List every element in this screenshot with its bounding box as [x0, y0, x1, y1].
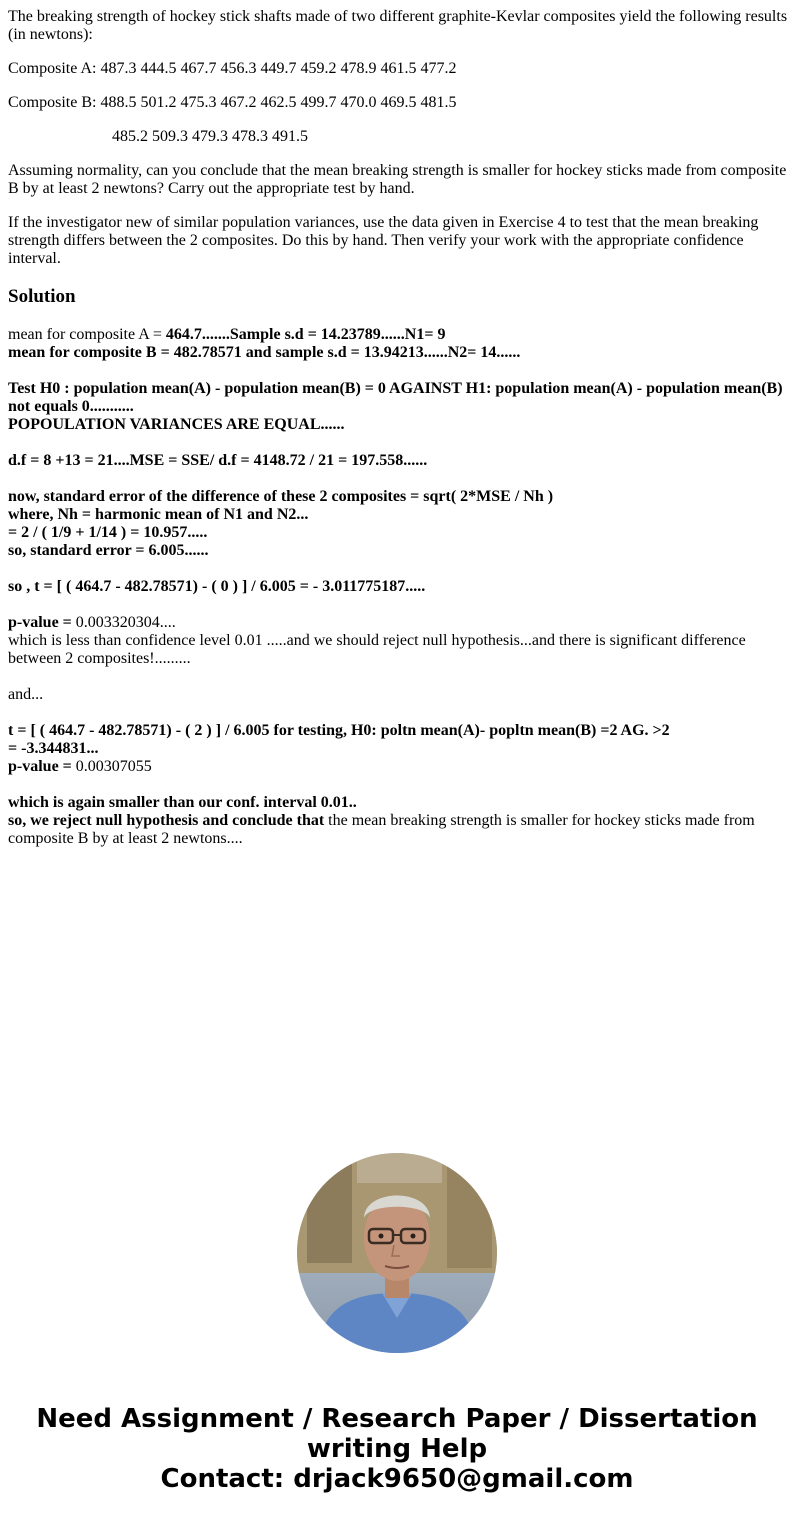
conclusion-bold: so, we reject null hypothesis and conclude that	[8, 812, 325, 829]
composite-b-data-continued: 485.2 509.3 479.3 478.3 491.5	[112, 128, 308, 145]
banner-line: writing Help	[306, 1434, 488, 1464]
p-value-label: p-value =	[8, 758, 76, 775]
question-intro: The breaking strength of hockey stick shafts made of two different graphite-Kevlar composites yield the following results (in newtons):	[8, 8, 788, 43]
solution-text-bold: 464.7.......Sample s.d = 14.23789......N1= 9	[165, 326, 446, 343]
banner-line: Need Assignment / Research Paper / Dissertation	[36, 1404, 758, 1434]
solution-line: which is again smaller than our conf. interval 0.01..	[8, 794, 357, 811]
solution-line: now, standard error of the difference of these 2 composites = sqrt( 2*MSE / Nh )	[8, 488, 554, 505]
solution-line: so , t = [ ( 464.7 - 482.78571) - ( 0 ) ] / 6.005 = - 3.011775187.....	[8, 578, 426, 595]
document-body	[8, 8, 788, 848]
solution-line: Test H0 : population mean(A) - population mean(B) = 0 AGAINST H1: population mean(A) - population mean(B) not equals 0...........	[8, 380, 783, 415]
p-value-line	[8, 758, 788, 776]
solution-line: mean for composite B = 482.78571 and sample s.d = 13.94213......N2= 14......	[8, 344, 521, 361]
conclusion-text: the mean breaking strength is smaller for hockey sticks made from composite B by at least 2 newtons....	[8, 812, 755, 847]
person-portrait-icon	[297, 1153, 497, 1353]
p-value-line	[8, 614, 788, 632]
contact-email: Contact: drjack9650@gmail.com	[160, 1464, 634, 1494]
question-part-2: If the investigator new of similar population variances, use the data given in Exercise 4 to test that the mean breaking strength differs between the 2 composites. Do this by hand. Then verify your work with the appropriate confidence interval.	[8, 214, 759, 267]
solution-line: POPOULATION VARIANCES ARE EQUAL......	[8, 416, 345, 433]
solution-line	[8, 326, 788, 344]
solution-line: and...	[8, 686, 44, 703]
composite-a-data: Composite A: 487.3 444.5 467.7 456.3 449.7 459.2 478.9 461.5 477.2	[8, 60, 457, 77]
p-value: 0.003320304....	[75, 614, 176, 631]
solution-line: which is less than confidence level 0.01 .....and we should reject null hypothesis...and there is significant difference between 2 composites!.........	[8, 632, 746, 667]
solution-text: mean for composite A =	[8, 326, 166, 343]
solution-line: t = [ ( 464.7 - 482.78571) - ( 2 ) ] / 6.005 for testing, H0: poltn mean(A)- popltn mean(B) =2 AG. >2	[8, 722, 670, 739]
p-value: 0.00307055	[75, 758, 152, 775]
solution-line: where, Nh = harmonic mean of N1 and N2...	[8, 506, 309, 523]
author-photo-avatar	[297, 1153, 497, 1353]
solution-body	[8, 326, 788, 848]
p-value-label: p-value =	[8, 614, 76, 631]
solution-line: d.f = 8 +13 = 21....MSE = SSE/ d.f = 4148.72 / 21 = 197.558......	[8, 452, 428, 469]
solution-heading: Solution	[8, 286, 76, 307]
composite-b-data: Composite B: 488.5 501.2 475.3 467.2 462.5 499.7 470.0 469.5 481.5	[8, 94, 457, 111]
solution-line: so, standard error = 6.005......	[8, 542, 209, 559]
assignment-help-banner	[0, 1404, 794, 1494]
question-part-1: Assuming normality, can you conclude that the mean breaking strength is smaller for hockey sticks made from composite B by at least 2 newtons? Carry out the appropriate test by hand.	[8, 162, 787, 197]
solution-line: = -3.344831...	[8, 740, 99, 757]
solution-conclusion	[8, 812, 788, 848]
solution-line: = 2 / ( 1/9 + 1/14 ) = 10.957.....	[8, 524, 208, 541]
